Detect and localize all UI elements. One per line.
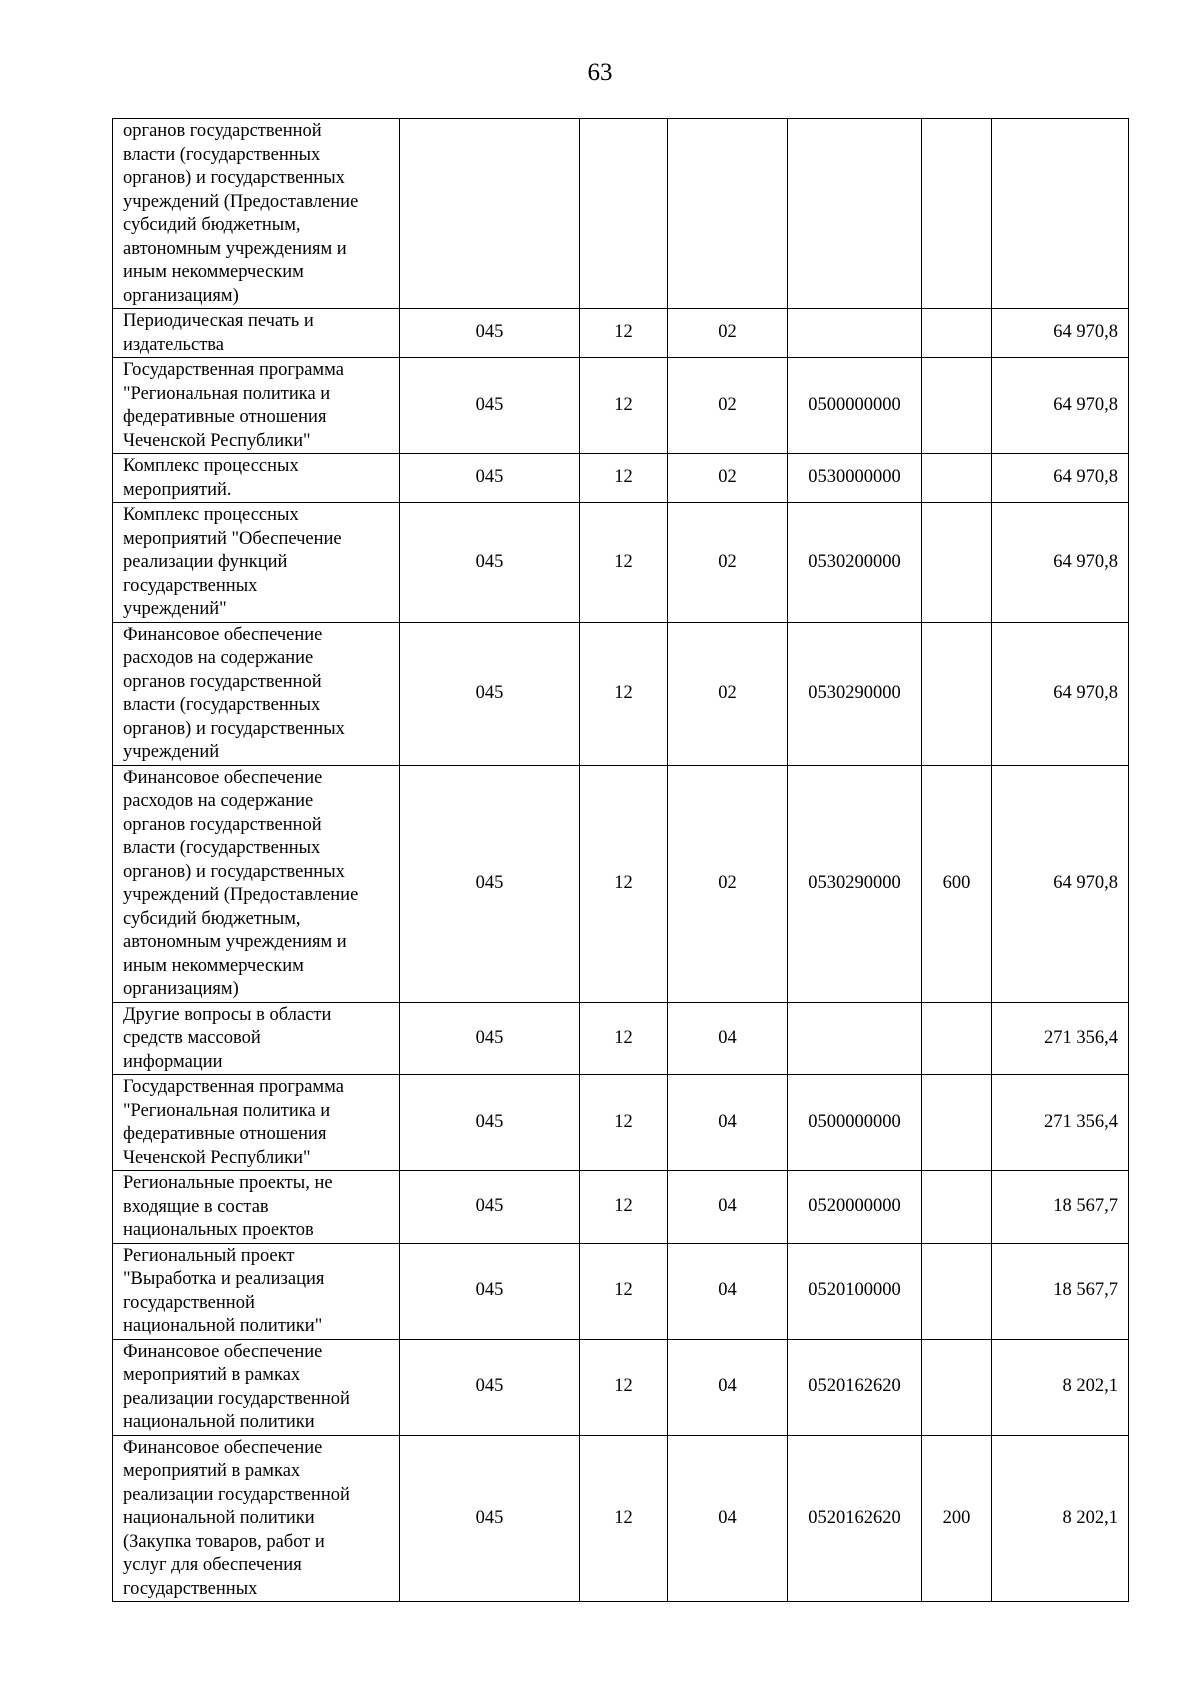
amount-cell: 8 202,1 [992,1339,1129,1435]
row-name-cell: органов государственной власти (государственных органов) и государственных учреждений (Предоставление субсидий бюджетным, автономным учреждениям и иным некоммерческим организациям) [113,119,400,309]
row-name-cell: Комплекс процессных мероприятий "Обеспечение реализации функций государственных учреждений" [113,503,400,623]
amount-cell: 18 567,7 [992,1243,1129,1339]
code-cell: 045 [400,1339,580,1435]
amount-cell: 64 970,8 [992,309,1129,358]
expense-type-cell [922,309,992,358]
expense-type-cell [922,503,992,623]
budget-table [112,118,1129,1602]
subsection-cell: 02 [668,503,788,623]
table-row [113,622,1129,765]
section-cell: 12 [580,454,668,503]
amount-cell: 64 970,8 [992,503,1129,623]
code-cell: 045 [400,1002,580,1075]
page-number: 63 [587,59,613,86]
amount-cell: 271 356,4 [992,1075,1129,1171]
subsection-cell: 04 [668,1171,788,1244]
section-cell: 12 [580,1339,668,1435]
expense-type-cell [922,454,992,503]
subsection-cell: 02 [668,765,788,1002]
amount-cell: 64 970,8 [992,622,1129,765]
row-name-cell: Финансовое обеспечение мероприятий в рамках реализации государственной национальной политики [113,1339,400,1435]
row-name-cell: Финансовое обеспечение мероприятий в рамках реализации государственной национальной политики (Закупка товаров, работ и услуг для обеспечения государственных [113,1435,400,1602]
code-cell: 045 [400,765,580,1002]
subsection-cell: 04 [668,1243,788,1339]
row-name-cell: Региональный проект "Выработка и реализация государственной национальной политики" [113,1243,400,1339]
row-name-cell: Государственная программа "Региональная политика и федеративные отношения Чеченской Республики" [113,358,400,454]
section-cell: 12 [580,1002,668,1075]
target-article-cell: 0500000000 [788,1075,922,1171]
code-cell: 045 [400,1075,580,1171]
section-cell: 12 [580,622,668,765]
table-row [113,1435,1129,1602]
section-cell: 12 [580,503,668,623]
subsection-cell [668,119,788,309]
target-article-cell: 0500000000 [788,358,922,454]
row-name-cell: Другие вопросы в области средств массовой информации [113,1002,400,1075]
subsection-cell: 04 [668,1002,788,1075]
code-cell: 045 [400,309,580,358]
section-cell: 12 [580,1171,668,1244]
section-cell: 12 [580,309,668,358]
target-article-cell: 0520162620 [788,1339,922,1435]
table-row [113,503,1129,623]
section-cell: 12 [580,1243,668,1339]
row-name-cell: Финансовое обеспечение расходов на содержание органов государственной власти (государственных органов) и государственных учреждений (Предоставление субсидий бюджетным, автономным учреждениям и иным некоммерческим организациям) [113,765,400,1002]
target-article-cell: 0530290000 [788,622,922,765]
target-article-cell: 0520162620 [788,1435,922,1602]
section-cell [580,119,668,309]
table-row [113,1075,1129,1171]
section-cell: 12 [580,765,668,1002]
expense-type-cell [922,1002,992,1075]
table-row [113,1339,1129,1435]
expense-type-cell: 600 [922,765,992,1002]
target-article-cell [788,119,922,309]
table-row [113,1171,1129,1244]
target-article-cell: 0530200000 [788,503,922,623]
target-article-cell: 0530290000 [788,765,922,1002]
code-cell: 045 [400,454,580,503]
row-name-cell: Комплекс процессных мероприятий. [113,454,400,503]
table-row [113,1002,1129,1075]
table-row [113,765,1129,1002]
amount-cell: 64 970,8 [992,454,1129,503]
section-cell: 12 [580,1435,668,1602]
subsection-cell: 04 [668,1435,788,1602]
target-article-cell: 0520000000 [788,1171,922,1244]
amount-cell: 64 970,8 [992,765,1129,1002]
subsection-cell: 02 [668,454,788,503]
expense-type-cell [922,622,992,765]
code-cell: 045 [400,503,580,623]
expense-type-cell [922,1171,992,1244]
row-name-cell: Региональные проекты, не входящие в состав национальных проектов [113,1171,400,1244]
row-name-cell: Государственная программа "Региональная политика и федеративные отношения Чеченской Республики" [113,1075,400,1171]
amount-cell: 271 356,4 [992,1002,1129,1075]
target-article-cell [788,1002,922,1075]
target-article-cell: 0530000000 [788,454,922,503]
expense-type-cell [922,1243,992,1339]
subsection-cell: 04 [668,1075,788,1171]
target-article-cell: 0520100000 [788,1243,922,1339]
target-article-cell [788,309,922,358]
subsection-cell: 02 [668,622,788,765]
table-row [113,454,1129,503]
amount-cell [992,119,1129,309]
expense-type-cell: 200 [922,1435,992,1602]
section-cell: 12 [580,358,668,454]
code-cell: 045 [400,358,580,454]
subsection-cell: 04 [668,1339,788,1435]
code-cell [400,119,580,309]
row-name-cell: Периодическая печать и издательства [113,309,400,358]
expense-type-cell [922,1339,992,1435]
table-row [113,309,1129,358]
code-cell: 045 [400,1171,580,1244]
expense-type-cell [922,1075,992,1171]
amount-cell: 18 567,7 [992,1171,1129,1244]
table-row [113,119,1129,309]
amount-cell: 8 202,1 [992,1435,1129,1602]
table-row [113,358,1129,454]
expense-type-cell [922,119,992,309]
code-cell: 045 [400,1243,580,1339]
row-name-cell: Финансовое обеспечение расходов на содержание органов государственной власти (государственных органов) и государственных учреждений [113,622,400,765]
amount-cell: 64 970,8 [992,358,1129,454]
expense-type-cell [922,358,992,454]
subsection-cell: 02 [668,358,788,454]
table-row [113,1243,1129,1339]
code-cell: 045 [400,1435,580,1602]
code-cell: 045 [400,622,580,765]
section-cell: 12 [580,1075,668,1171]
subsection-cell: 02 [668,309,788,358]
